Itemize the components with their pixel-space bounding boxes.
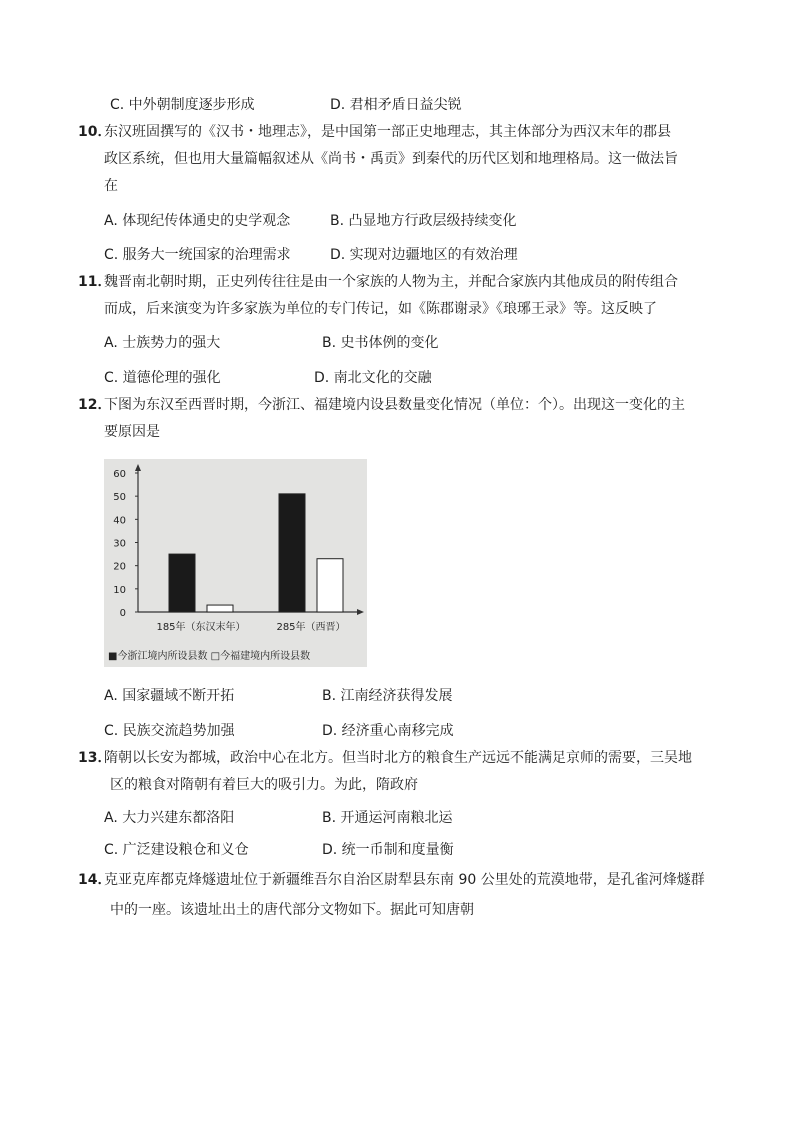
y-tick-label: 0 [119, 608, 126, 619]
q9-option-c: C. 中外朝制度逐步形成 [110, 97, 255, 113]
q11-stem-line1: 魏晋南北朝时期，正史列传往往是由一个家族的人物为主，并配合家族内其他成员的附传组合 [104, 274, 678, 290]
q12-stem-line2: 要原因是 [104, 424, 160, 440]
y-tick-label: 40 [113, 515, 126, 527]
q11-stem-line2: 而成，后来演变为许多家族为单位的专门传记，如《陈郡谢录》《琅琊王录》等。这反映了 [104, 301, 657, 317]
q11-option-d: D. 南北文化的交融 [314, 370, 432, 386]
q12-option-c: C. 民族交流趋势加强 [104, 723, 235, 739]
q10-number: 10． [78, 124, 112, 140]
x-axis-arrow [357, 609, 364, 615]
q10-stem-line3: 在 [104, 178, 118, 194]
q10-option-b: B. 凸显地方行政层级持续变化 [330, 213, 517, 229]
q10-option-a: A. 体现纪传体通史的史学观念 [104, 213, 291, 229]
q13-stem-line2: 区的粮食对隋朝有着巨大的吸引力。为此，隋政府 [110, 777, 418, 793]
bar-chart-svg [104, 459, 367, 649]
q9-option-d: D. 君相矛盾日益尖锐 [330, 97, 462, 113]
q12-option-b: B. 江南经济获得发展 [322, 688, 453, 704]
y-tick-label: 60 [113, 469, 126, 480]
q13-option-c: C. 广泛建设粮仓和义仓 [104, 842, 249, 858]
q13-option-d: D. 统一币制和度量衡 [322, 842, 454, 858]
q10-stem-line2: 政区系统，但也用大量篇幅叙述从《尚书・禹贡》到秦代的历代区划和地理格局。这一做法旨 [104, 151, 678, 167]
x-category-label: 285年（西晋） [276, 622, 346, 633]
q12-option-a: A. 国家疆域不断开拓 [104, 688, 235, 704]
bar-zhejiang-0 [169, 554, 195, 612]
q14-stem-line1: 克亚克库都克烽燧遗址位于新疆维吾尔自治区尉犁县东南 90 公里处的荒漠地带，是孔雀河烽燧群 [104, 872, 705, 888]
y-tick-label: 50 [113, 492, 126, 504]
y-axis-arrow [135, 464, 141, 471]
q12-stem-line1: 下图为东汉至西晋时期，今浙江、福建境内设县数量变化情况（单位：个）。出现这一变化的主 [104, 397, 685, 413]
q13-stem-line1: 隋朝以长安为都城，政治中心在北方。但当时北方的粮食生产远远不能满足京师的需要，三吴地 [104, 750, 692, 766]
y-tick-label: 10 [113, 584, 126, 596]
q13-option-b: B. 开通运河南粮北运 [322, 810, 453, 826]
q13-number: 13． [78, 750, 112, 766]
bar-fujian-1 [317, 559, 343, 612]
q12-number: 12． [78, 397, 112, 413]
bar-zhejiang-1 [279, 494, 305, 612]
q14-stem-line2: 中的一座。该遗址出土的唐代部分文物如下。据此可知唐朝 [110, 902, 474, 918]
q10-option-d: D. 实现对边疆地区的有效治理 [330, 247, 518, 263]
q12-option-d: D. 经济重心南移完成 [322, 723, 454, 739]
q10-stem-line1: 东汉班固撰写的《汉书・地理志》，是中国第一部正史地理志，其主体部分为西汉末年的郡县 [104, 124, 671, 140]
q11-option-b: B. 史书体例的变化 [322, 335, 439, 351]
q11-option-a: A. 士族势力的强大 [104, 335, 221, 351]
q13-option-a: A. 大力兴建东都洛阳 [104, 810, 235, 826]
y-tick-label: 30 [113, 538, 126, 550]
bar-fujian-0 [207, 605, 233, 612]
q14-number: 14． [78, 872, 112, 888]
county-count-chart [104, 459, 367, 667]
y-tick-label: 20 [113, 561, 126, 573]
q11-number: 11． [78, 274, 112, 290]
q10-option-c: C. 服务大一统国家的治理需求 [104, 247, 291, 263]
chart-legend: ■今浙江境内所设县数 □今福建境内所设县数 [108, 651, 311, 662]
q11-option-c: C. 道德伦理的强化 [104, 370, 221, 386]
x-category-label: 185年（东汉末年） [156, 622, 246, 633]
